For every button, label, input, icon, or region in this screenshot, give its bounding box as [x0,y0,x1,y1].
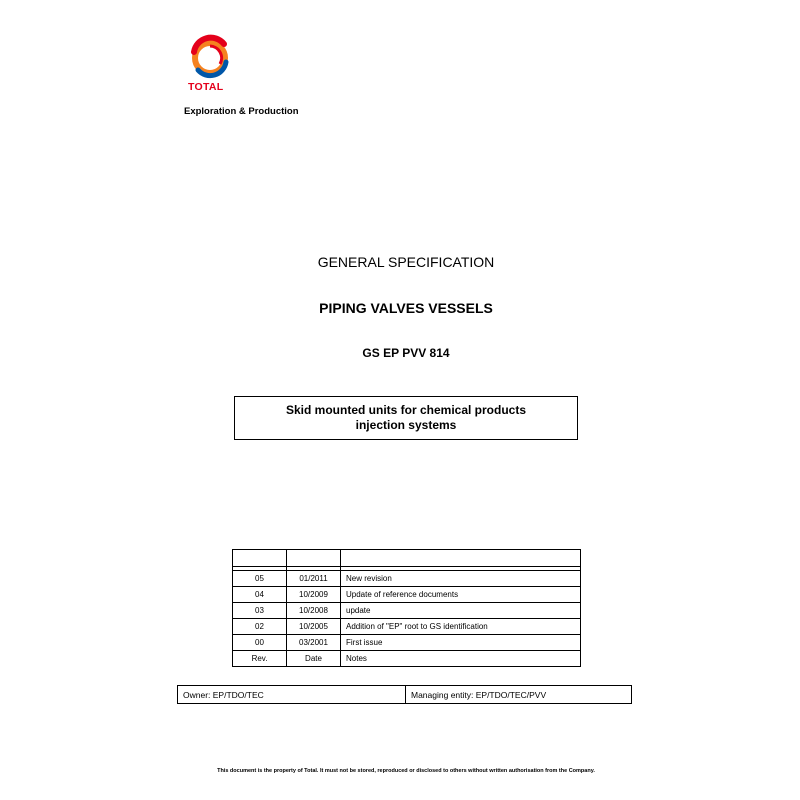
document-title-box [234,396,578,440]
rev-cell: 00 [233,635,287,651]
document-reference: GS EP PVV 814 [362,346,450,360]
brand-name: TOTAL [188,81,224,93]
table-row [233,619,581,635]
notes-cell: Update of reference documents [341,587,581,603]
date-cell: 01/2011 [287,571,341,587]
date-cell: 10/2008 [287,603,341,619]
notes-header: Notes [341,651,581,667]
notes-cell: New revision [341,571,581,587]
table-row [233,635,581,651]
document-title-line2: injection systems [355,418,457,432]
table-header-row [233,651,581,667]
date-header: Date [287,651,341,667]
notes-cell: First issue [341,635,581,651]
ownership-box [177,685,632,704]
document-title-line1: Skid mounted units for chemical products [285,403,527,417]
document-category: PIPING VALVES VESSELS [319,300,493,316]
rev-cell: 05 [233,571,287,587]
date-cell: 10/2009 [287,587,341,603]
rev-cell: 02 [233,619,287,635]
revision-table [232,549,581,667]
notes-cell: Addition of "EP" root to GS identification [341,619,581,635]
table-row [233,550,581,567]
managing-entity-label: Managing entity: EP/TDO/TEC/PVV [411,689,547,700]
confidentiality-notice: This document is the property of Total. It must not be stored, reproduced or disclosed to others without written authorisation from the Company. [217,768,595,774]
date-cell: 10/2005 [287,619,341,635]
table-row [233,571,581,587]
date-cell: 03/2001 [287,635,341,651]
rev-header: Rev. [233,651,287,667]
table-row [233,587,581,603]
document-type: GENERAL SPECIFICATION [317,254,495,270]
rev-cell: 04 [233,587,287,603]
table-row [233,603,581,619]
division-label: Exploration & Production [184,106,299,117]
owner-label: Owner: EP/TDO/TEC [178,686,406,703]
rev-cell: 03 [233,603,287,619]
notes-cell: update [341,603,581,619]
